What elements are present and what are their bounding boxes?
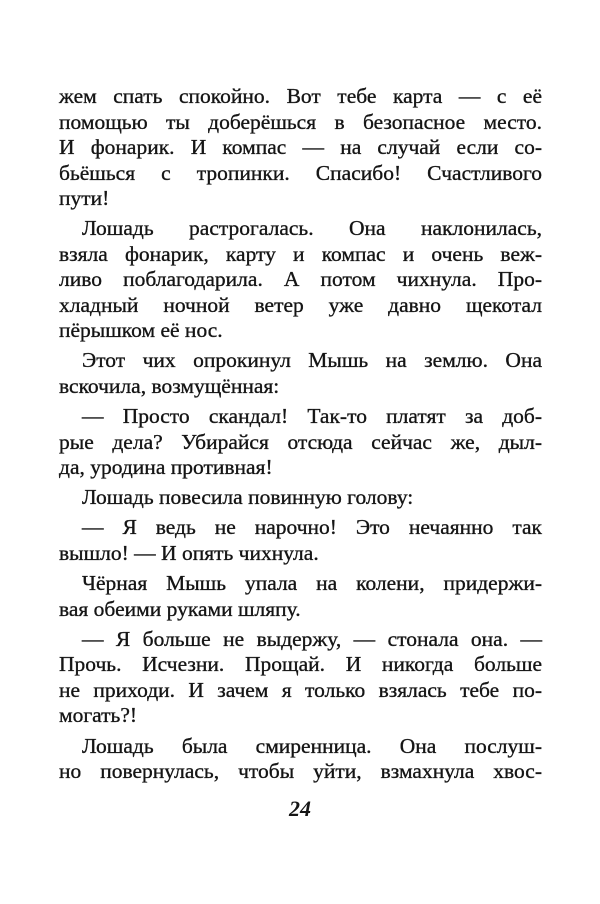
text-line: вая обеими руками шляпу.	[59, 596, 301, 621]
text-line: вскочила, возмущённая:	[59, 373, 280, 398]
paragraph	[59, 515, 542, 566]
text-line: пёрышком её нос.	[59, 318, 223, 343]
text-line: хладный ночной ветер уже давно щекотал	[59, 292, 542, 317]
text-line: Лошадь растрогалась. Она наклонилась,	[82, 216, 542, 241]
text-line: жем спать спокойно. Вот тебе карта — с её	[59, 84, 542, 108]
book-page-text	[59, 84, 542, 789]
paragraph	[59, 734, 542, 785]
text-line: но повернулась, чтобы уйти, взмахнула хвос-	[59, 759, 542, 783]
paragraph	[59, 404, 542, 481]
paragraph	[59, 84, 542, 212]
text-line: — Я ведь не нарочно! Это нечаянно так	[82, 515, 542, 540]
paragraph	[59, 571, 542, 622]
text-line: пути!	[59, 186, 110, 210]
text-line: да, уродина противная!	[59, 455, 273, 480]
text-line: взяла фонарик, карту и компас и очень веж-	[59, 241, 542, 266]
paragraph	[59, 485, 542, 511]
text-line: вышло! — И опять чихнула.	[59, 540, 319, 565]
text-line: Чёрная Мышь упала на колени, придержи-	[82, 571, 542, 596]
paragraph	[59, 627, 542, 729]
text-line: не приходи. И зачем я только взялась тебе по-	[59, 677, 542, 702]
text-line: помощью ты доберёшься в безопасное место.	[59, 109, 542, 134]
page-number: 24	[289, 796, 311, 821]
text-line: — Я больше не выдержу, — стонала она. —	[82, 626, 542, 651]
paragraph	[59, 348, 542, 399]
text-line: рые дела? Убирайся отсюда сейчас же, дыл-	[59, 429, 542, 454]
text-line: Лошадь была смиренница. Она послуш-	[82, 733, 542, 758]
text-line: Этот чих опрокинул Мышь на землю. Она	[82, 348, 542, 373]
paragraph	[59, 216, 542, 344]
text-line: могать?!	[59, 703, 138, 728]
text-line: И фонарик. И компас — на случай если со-	[59, 135, 542, 159]
text-line: бьёшься с тропинки. Спасибо! Счастливого	[59, 160, 542, 185]
text-line: ливо поблагодарила. А потом чихнула. Про-	[59, 267, 542, 292]
text-line: — Просто скандал! Так-то платят за доб-	[82, 404, 542, 429]
text-line: Лошадь повесила повинную голову:	[82, 485, 414, 510]
text-line: Прочь. Исчезни. Прощай. И никогда больше	[59, 652, 542, 677]
